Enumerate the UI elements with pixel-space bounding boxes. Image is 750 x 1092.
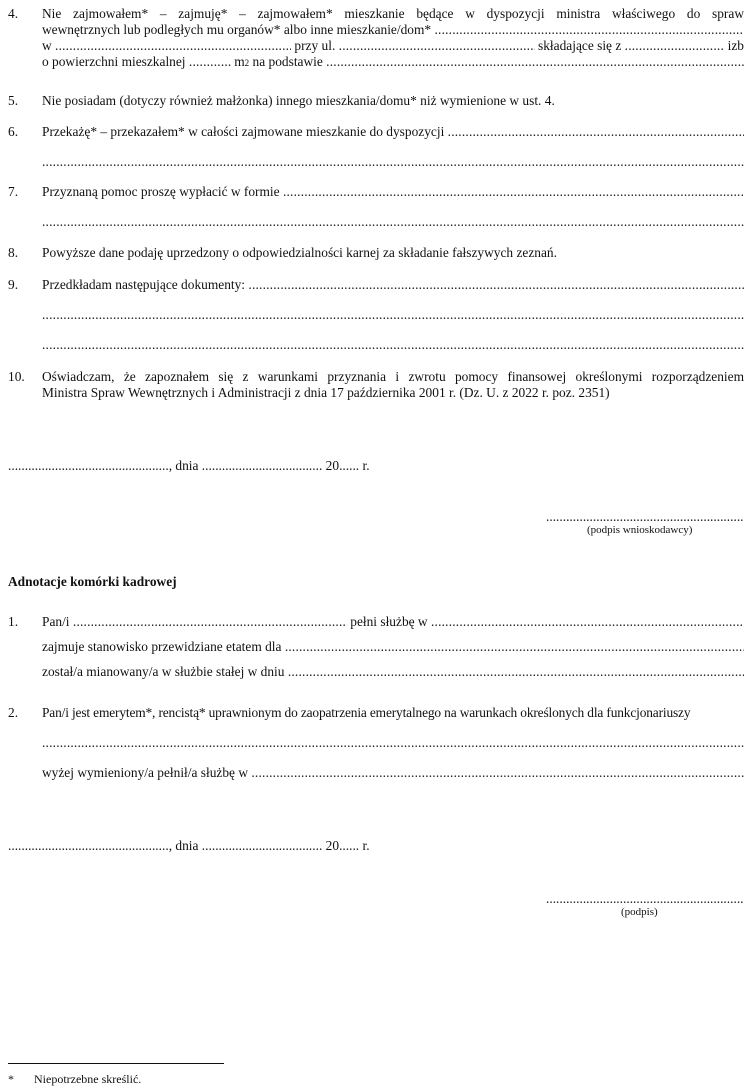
footnote-text: Niepotrzebne skreślić. [34,1072,142,1086]
item-8-text: Powyższe dane podaję uprzedzony o odpowiedzialności karnej za składanie fałszywych zeznań. [42,245,557,260]
annotation-2-line-2 [42,735,744,751]
item-4-line-2 [42,22,744,38]
annotation-2-service-field[interactable] [251,765,744,781]
item-4-street-field[interactable] [339,38,535,54]
item-7-field-1[interactable] [283,184,744,200]
item-7-line-1 [42,184,744,200]
item-4-line-3 [42,38,744,54]
item-9-field-3[interactable] [42,337,744,353]
item-4-basis-field[interactable] [326,54,744,70]
item-7-field-2[interactable] [42,214,744,230]
date-line-2-dnia-label: , dnia [168,838,199,853]
item-4-izb-label: izb [727,38,744,53]
footnote-separator [8,1063,224,1064]
item-6-line-2 [42,154,744,170]
date-line-2-date-field[interactable]: .................................... [201,838,323,853]
item-4-area-field[interactable] [189,54,231,70]
annotation-1-name-field[interactable] [73,614,347,630]
date-line-2 [8,838,370,854]
item-9-field-1[interactable] [248,277,744,293]
annotation-1-appointed-field[interactable] [288,664,744,680]
annotation-2-service-label: wyżej wymieniony/a pełnił/a służbę w [42,765,249,780]
date-line-1-date-field[interactable]: .................................... [201,458,323,473]
item-9-line-3 [42,337,744,353]
annotation-2-number: 2. [8,705,19,720]
annotation-1-pan-label: Pan/i [42,614,70,629]
item-4-rooms-field[interactable] [625,38,725,54]
date-line-1 [8,458,370,474]
item-7-text: Przyznaną pomoc proszę wypłacić w formie [42,184,280,199]
item-4-w-label: w [42,38,52,53]
annotation-2-line-1: Pan/i jest emerytem*, rencistą* uprawnionym do zaopatrzenia emerytalnego na warunkach określonych dla funkcjonariuszy [42,705,691,720]
date-line-2-r-label: r. [362,838,370,853]
date-line-2-place-field[interactable]: ................................................ [8,838,169,853]
item-9-line-2 [42,307,744,323]
item-9-field-2[interactable] [42,307,744,323]
annotation-1-line-3 [42,664,744,680]
annotation-1-line-2 [42,639,744,655]
date-line-1-dnia-label: , dnia [168,458,199,473]
item-6-number: 6. [8,124,19,139]
item-4-line-1: Nie zajmowałem* – zajmuję* – zajmowałem* mieszkanie będące w dyspozycji ministra właściwego do spraw [42,6,744,21]
signature-2-caption: (podpis) [621,906,658,918]
date-line-1-year-field[interactable]: 20...... [325,458,360,473]
footnote [8,1071,141,1087]
item-5-text: Nie posiadam (dotyczy również małżonka) innego mieszkania/domu* niż wymienione w ust. 4. [42,93,555,108]
annotation-1-service-label: pełni służbę w [350,614,428,629]
annotation-1-number: 1. [8,614,19,629]
item-9-number: 9. [8,277,19,292]
item-4-line-2-text: wewnętrznych lub podległych mu organów* albo inne mieszkanie/dom* [42,22,432,37]
item-9-line-1 [42,277,744,293]
item-9-text: Przedkładam następujące dokumenty: [42,277,246,292]
signature-1-caption: (podpis wnioskodawcy) [587,524,693,536]
signature-2-field[interactable]: ........................................................... [546,891,744,906]
date-line-1-r-label: r. [362,458,370,473]
annotation-2-field-1[interactable] [42,735,744,751]
item-10-number: 10. [8,369,25,384]
item-6-field-1[interactable] [448,124,744,140]
item-6-text: Przekażę* – przekazałem* w całości zajmowane mieszkanie do dyspozycji [42,124,445,139]
annotation-2-line-3 [42,765,744,781]
section-heading: Adnotacje komórki kadrowej [8,574,177,589]
item-10-line-1: Oświadczam, że zapoznałem się z warunkami przyznania i zwrotu pomocy finansowej określonymi rozporządzeniem [42,369,744,384]
item-8-number: 8. [8,245,19,260]
annotation-1-position-label: zajmuje stanowisko przewidziane etatem dla [42,639,282,654]
signature-1-field[interactable]: ........................................................... [546,509,744,524]
annotation-1-line-1 [42,614,744,630]
item-4-address-field[interactable] [434,22,744,38]
item-4-basis-label: na podstawie [252,54,323,69]
item-4-area-label: o powierzchni mieszkalnej [42,54,186,69]
annotation-1-position-field[interactable] [285,639,744,655]
annotation-1-service-field[interactable] [431,614,744,630]
footnote-mark: * [8,1072,14,1086]
item-7-line-2 [42,214,744,230]
item-6-field-2[interactable] [42,154,744,170]
item-5-number: 5. [8,93,19,108]
item-4-line-4: o powierzchni mieszkalnej ..... m 2 na podstawie ..... [42,54,744,70]
item-6-line-1 [42,124,744,140]
date-line-1-place-field[interactable]: ................................................ [8,458,169,473]
item-4-city-field[interactable] [55,38,291,54]
item-4-unit-m: m [234,54,245,69]
item-4-street-label: przy ul. [294,38,336,53]
annotation-1-appointed-label: został/a mianowany/a w służbie stałej w dniu [42,664,285,679]
item-10-line-2: Ministra Spraw Wewnętrznych i Administracji z dnia 17 października 2001 r. (Dz. U. z 2022 r. poz. 2351) [42,385,610,400]
item-7-number: 7. [8,184,19,199]
date-line-2-year-field[interactable]: 20...... [325,838,360,853]
item-4-rooms-label: składające się z [538,38,622,53]
item-4-number: 4. [8,6,19,21]
